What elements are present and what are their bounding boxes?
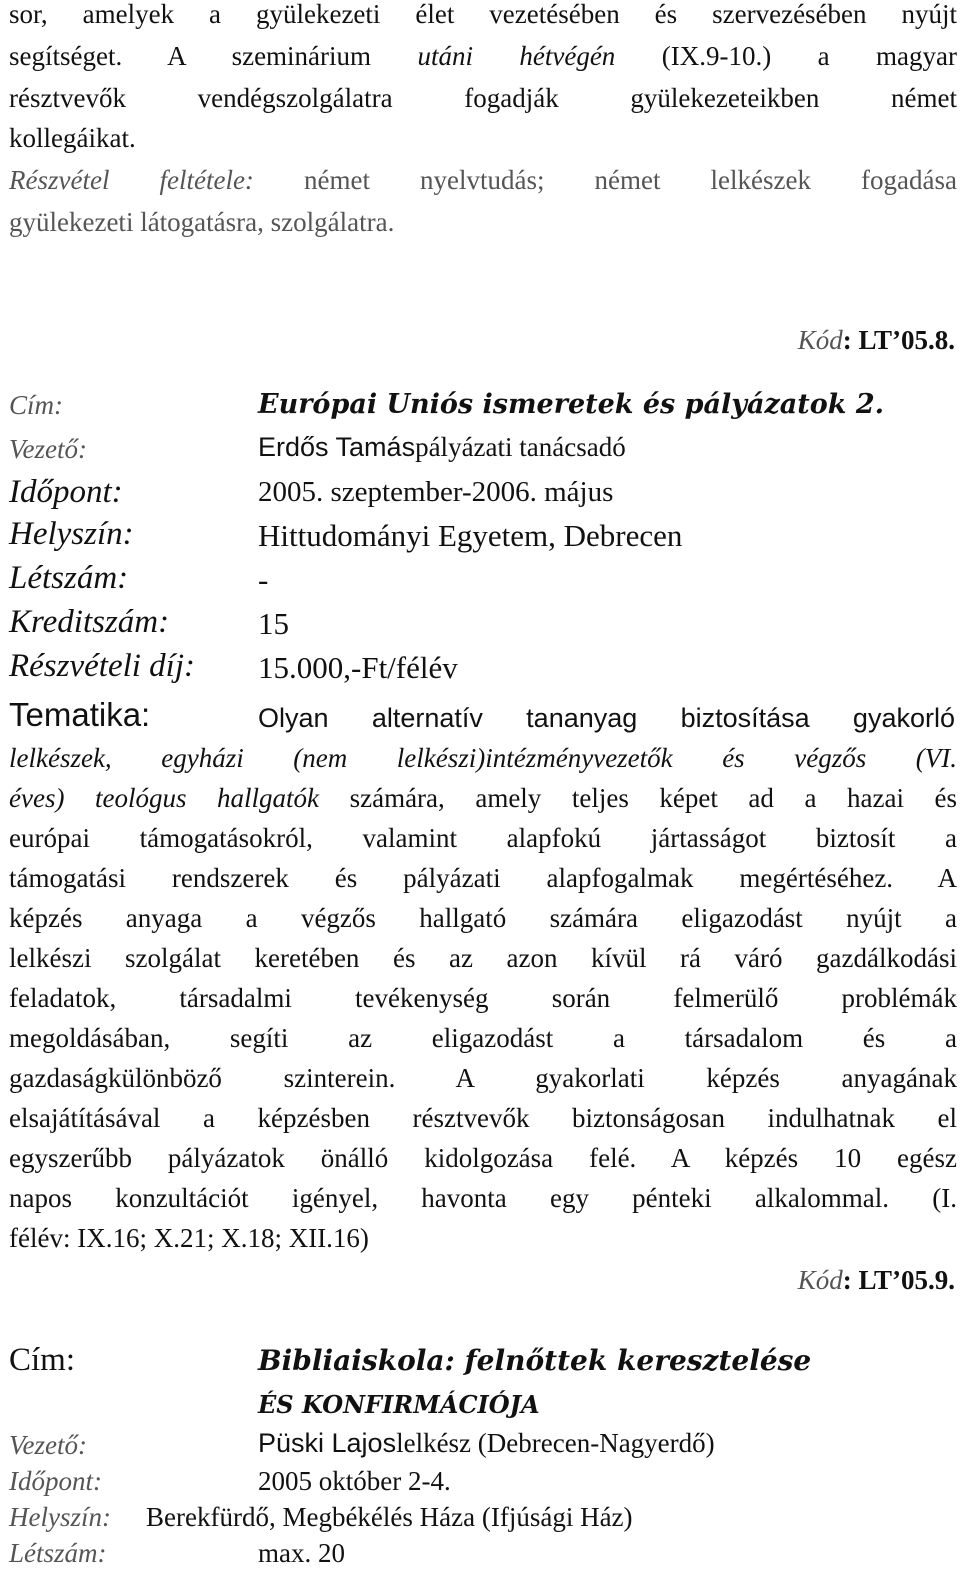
- course2-cim-label: Cím:: [9, 1342, 76, 1378]
- course2-location: Berekfürdő, Megbékélés Háza (Ifjúsági Ház): [146, 1502, 633, 1532]
- leader-name: Erdős Tamás: [258, 432, 416, 462]
- course2-title-second-line: ÉS KONFIRMÁCIÓJA: [258, 1390, 540, 1419]
- course1-topic-first-line: [258, 698, 955, 738]
- course1-topic-line: lelkészek, egyházi (nem lelkészi)intézményvezetők és végzős (VI.: [9, 743, 957, 773]
- intro-line-3: résztvevők vendégszolgálatra fogadják gyülekezeteikben német: [9, 83, 957, 113]
- course1-topic-line: félév: IX.16; X.21; X.18; XII.16): [9, 1223, 369, 1253]
- course1-topic-line: lelkészi szolgálat keretében és az azon kívül rá váró gazdálkodási: [9, 943, 957, 973]
- course1-dij-label: Részvételi díj:: [9, 648, 196, 684]
- participation-label: Részvétel feltétele:: [9, 165, 254, 195]
- course1-idopont-label: Időpont:: [9, 474, 123, 510]
- code-label: Kód: [797, 1265, 843, 1295]
- course2-helyszin-label: Helyszín:: [9, 1502, 111, 1532]
- course1-letszam-label: Létszám:: [9, 560, 129, 596]
- course2-headcount: max. 20: [258, 1538, 345, 1568]
- intro-italic-phrase: utáni hétvégén: [417, 41, 616, 71]
- course1-topic-line: [9, 778, 957, 818]
- course1-topic-line: egyszerűbb pályázatok önálló kidolgozása felé. A képzés 10 egész: [9, 1143, 957, 1173]
- course1-topic-line: elsajátításával a képzésben résztvevők biztonságosan indulhatnak el: [9, 1103, 957, 1133]
- course1-topic-line: megoldásában, segíti az eligazodást a társadalom és a: [9, 1023, 957, 1053]
- code-value: : LT’05.8.: [842, 325, 955, 355]
- course1-topic-line: gazdaságkülönböző szinterein. A gyakorlati képzés anyagának: [9, 1063, 957, 1093]
- topic-text: számára, amely teljes képet ad a hazai és: [319, 783, 957, 813]
- course1-vezeto-label: Vezető:: [9, 434, 87, 464]
- course2-vezeto-label: Vezető:: [9, 1430, 87, 1460]
- course2-letszam-label: Létszám:: [9, 1538, 107, 1568]
- course1-title: Európai Uniós ismeretek és pályázatok 2.: [258, 389, 885, 420]
- participation-text: német nyelvtudás; német lelkészek fogadása: [253, 165, 957, 195]
- leader-role: pályázati tanácsadó: [415, 432, 626, 462]
- course1-code: [798, 320, 955, 360]
- course1-fee: 15.000,-Ft/félév: [258, 650, 458, 685]
- course1-date: 2005. szeptember-2006. május: [258, 476, 614, 508]
- course2-code: [798, 1260, 955, 1300]
- course2-title: Bibliaiskola: felnőttek keresztelése: [258, 1344, 812, 1377]
- intro-line-1: sor, amelyek a gyülekezeti élet vezetésében és szervezésében nyújt: [9, 0, 957, 29]
- course1-topic-line: feladatok, társadalmi tevékenység során felmerülő problémák: [9, 983, 957, 1013]
- leader-name: Püski Lajos: [258, 1428, 397, 1458]
- topic-first-line-text: Olyan alternatív tananyag biztosítása gyakorló: [258, 703, 955, 733]
- course2-idopont-label: Időpont:: [9, 1466, 102, 1496]
- course1-topic-line: napos konzultációt igényel, havonta egy pénteki alkalommal. (I.: [9, 1183, 957, 1213]
- course1-kredit-label: Kreditszám:: [9, 604, 170, 640]
- course2-date: 2005 október 2-4.: [258, 1466, 451, 1496]
- course1-topic-line: képzés anyaga a végzős hallgató számára eligazodást nyújt a: [9, 903, 957, 933]
- course1-location: Hittudományi Egyetem, Debrecen: [258, 518, 683, 553]
- course1-headcount: -: [258, 562, 269, 597]
- intro-line-6: gyülekezeti látogatásra, szolgálatra.: [9, 207, 395, 237]
- intro-text: (IX.9-10.) a magyar: [615, 41, 957, 71]
- code-value: : LT’05.9.: [842, 1265, 955, 1295]
- intro-line-2: [9, 36, 957, 76]
- course1-credits: 15: [258, 606, 289, 641]
- course1-helyszin-label: Helyszín:: [9, 516, 134, 552]
- intro-text: segítséget. A szeminárium: [9, 41, 418, 71]
- intro-line-5: [9, 160, 957, 200]
- course1-topic-line: támogatási rendszerek és pályázati alapfogalmak megértéséhez. A: [9, 863, 957, 893]
- course1-topic-line: európai támogatásokról, valamint alapfokú jártasságot biztosít a: [9, 823, 957, 853]
- topic-italic: éves) teológus hallgatók: [9, 783, 320, 813]
- intro-line-4: kollegáikat.: [9, 123, 136, 153]
- course1-cim-label: Cím:: [9, 390, 63, 420]
- course1-leader: [258, 432, 626, 463]
- leader-role: lelkész (Debrecen-Nagyerdő): [396, 1428, 715, 1458]
- course1-tematika-label: Tematika:: [9, 696, 151, 733]
- course2-leader: [258, 1428, 715, 1459]
- code-label: Kód: [797, 325, 843, 355]
